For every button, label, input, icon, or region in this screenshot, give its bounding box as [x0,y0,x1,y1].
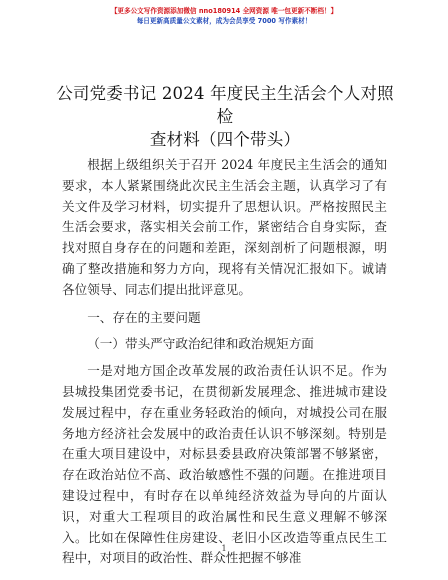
intro-paragraph: 根据上级组织关于召开 2024 年度民主生活会的通知要求，本人紧紧围绕此次民主生活会主题，认真学习了有关文件及学习材料，切实提升了思想认识。严格按照民主生活会要求，落实相关会前工作，紧密结合自身实际，查找对照自身存在的问题和差距，深刻剖析了问题根源，明确了整改措施和努力方向，现将有关情况汇报如下。诚请各位领导、同志们提出批评意见。 [62,157,387,297]
document-body [62,155,387,569]
title-line-1: 公司党委书记 2024 年度民主生活会个人对照检 [56,84,394,126]
promo-banner [0,6,448,26]
page-number: 1 [221,544,227,553]
body-paragraph: 一是对地方国企改革发展的政治责任认识不足。作为县城投集团党委书记，在贯彻新发展理念、推进城市建设发展过程中，存在重业务轻政治的倾向，对城投公司在服务地方经济社会发展中的政治责任认识不够深刻。特别是在重大项目建设中，对标县委县政府决策部署不够紧密，存在政治站位不高、政治敏感性不强的问题。在推进项目建设过程中，有时存在以单纯经济效益为导向的片面认识，对重大工程项目的政治属性和民生意义理解不够深入。比如在保障性住房建设、老旧小区改造等重点民生工程中，对项目的政治性、群众性把握不够准 [62,363,387,566]
promo-line-1: 【更多公文写作资源添加微信 nno180914 全网资源 唯一包更新不断档！】 [110,7,338,15]
section-heading: 一、存在的主要问题 [87,309,201,325]
title-line-2: 查材料（四个带头） [149,130,301,149]
promo-line-2: 每日更新高质量公文素材，成为会员享受 7000 写作素材！ [136,17,312,25]
subsection-heading: （一）带头严守政治纪律和政治规矩方面 [87,336,314,352]
document-title [50,82,400,151]
